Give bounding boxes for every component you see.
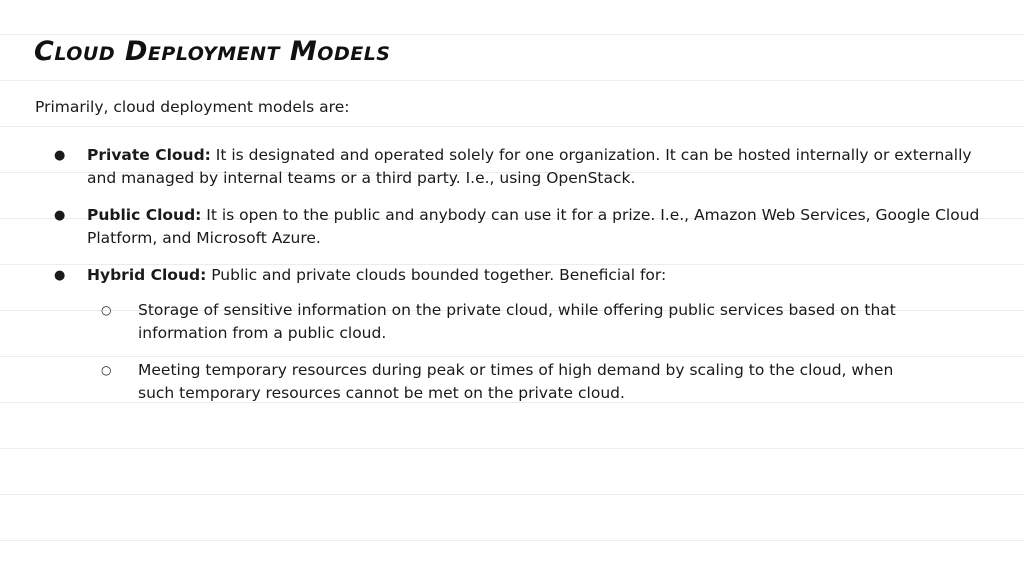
sub-item-text: Storage of sensitive information on the private cloud, while offering public services based on that information from a public cloud. [138, 301, 896, 342]
sub-item-text: Meeting temporary resources during peak or times of high demand by scaling to the cloud, when such temporary resources cannot be met on the private cloud. [138, 361, 894, 402]
deployment-models-list [0, 144, 1024, 419]
term-label: Public Cloud: [87, 206, 202, 224]
sub-list-item [87, 359, 918, 405]
item-text: Public and private clouds bounded together. Beneficial for: [206, 266, 667, 284]
list-item-private-cloud [0, 144, 1024, 190]
slide-title: Cloud Deployment Models [34, 36, 391, 67]
bullet-icon: ● [54, 268, 66, 283]
term-label: Private Cloud: [87, 146, 211, 164]
list-item-public-cloud [0, 204, 1024, 250]
hybrid-benefits-list [87, 299, 994, 405]
sub-list-item [87, 299, 918, 345]
bullet-icon: ● [54, 208, 66, 223]
bullet-icon: ● [54, 148, 66, 163]
hollow-bullet-icon: ○ [101, 303, 112, 317]
item-text: It is open to the public and anybody can use it for a prize. I.e., Amazon Web Services, Google Cloud Platform, and Microsoft Azure. [87, 206, 980, 247]
intro-text: Primarily, cloud deployment models are: [35, 98, 350, 116]
item-text: It is designated and operated solely for one organization. It can be hosted internally or externally and managed by internal teams or a third party. I.e., using OpenStack. [87, 146, 972, 187]
list-item-hybrid-cloud [0, 264, 1024, 405]
hollow-bullet-icon: ○ [101, 363, 112, 377]
term-label: Hybrid Cloud: [87, 266, 207, 284]
